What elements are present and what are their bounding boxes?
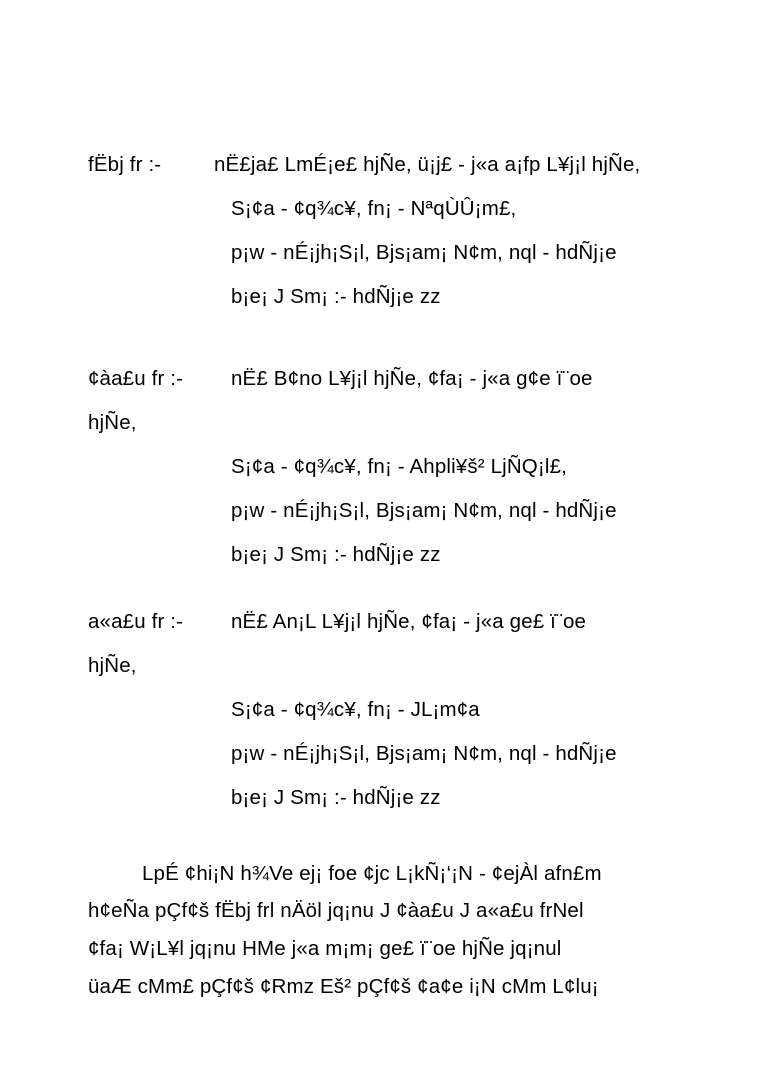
paragraph-line: ¢fa¡ W¡L¥l jq¡nu HMe j«a m¡m¡ ge£ ï¨oe hjÑe jq¡nul [88, 937, 562, 960]
party-detail-line: p¡w - nÉ¡jh¡S¡l, Bjs¡am¡ N¢m, nql - hdÑj¡e [231, 742, 617, 765]
party-label: fËbj fr :- [88, 153, 162, 176]
party-detail-line: S¡¢a - ¢q¾c¥, fn¡ - JL¡m¢a [231, 698, 480, 721]
party-name-line: nË£ B¢no L¥j¡l hjÑe, ¢fa¡ - j«a g¢e ï¨oe [231, 367, 593, 390]
party-name-continuation: hjÑe, [88, 411, 137, 434]
party-name-continuation: hjÑe, [88, 654, 137, 677]
party-name-line: nË£ja£ LmÉ¡e£ hjÑe, ü¡j£ - j«a a¡fp L¥j¡l hjÑe, [214, 153, 641, 176]
party-label: a«a£u fr :- [88, 610, 184, 633]
party-name-line: nË£ An¡L L¥j¡l hjÑe, ¢fa¡ - j«a ge£ ï¨oe [231, 610, 587, 633]
party-detail-line: b¡e¡ J Sm¡ :- hdÑj¡e zz [231, 285, 441, 308]
party-detail-line: p¡w - nÉ¡jh¡S¡l, Bjs¡am¡ N¢m, nql - hdÑj¡e [231, 499, 617, 522]
party-detail-line: S¡¢a - ¢q¾c¥, fn¡ - Ahpli¥š² LjÑQ¡l£, [231, 455, 567, 478]
party-detail-line: b¡e¡ J Sm¡ :- hdÑj¡e zz [231, 786, 441, 809]
party-label: ¢àa£u fr :- [88, 367, 184, 390]
party-detail-line: b¡e¡ J Sm¡ :- hdÑj¡e zz [231, 543, 441, 566]
paragraph-line: üaÆ cMm£ pÇf¢š ¢Rmz Eš² pÇf¢š ¢a¢e i¡N cMm L¢lu¡ [88, 975, 599, 998]
party-detail-line: S¡¢a - ¢q¾c¥, fn¡ - NªqÙÛ¡m£, [231, 197, 517, 220]
paragraph-line: h¢eÑa pÇf¢š fËbj frl nÄöl jq¡nu J ¢àa£u J a«a£u frNel [88, 899, 584, 922]
party-detail-line: p¡w - nÉ¡jh¡S¡l, Bjs¡am¡ N¢m, nql - hdÑj¡e [231, 241, 617, 264]
paragraph-line: LpÉ ¢hi¡N h¾Ve ej¡ foe ¢jc L¡kÑ¡‘¡N - ¢ejÀl afn£m [142, 862, 602, 885]
